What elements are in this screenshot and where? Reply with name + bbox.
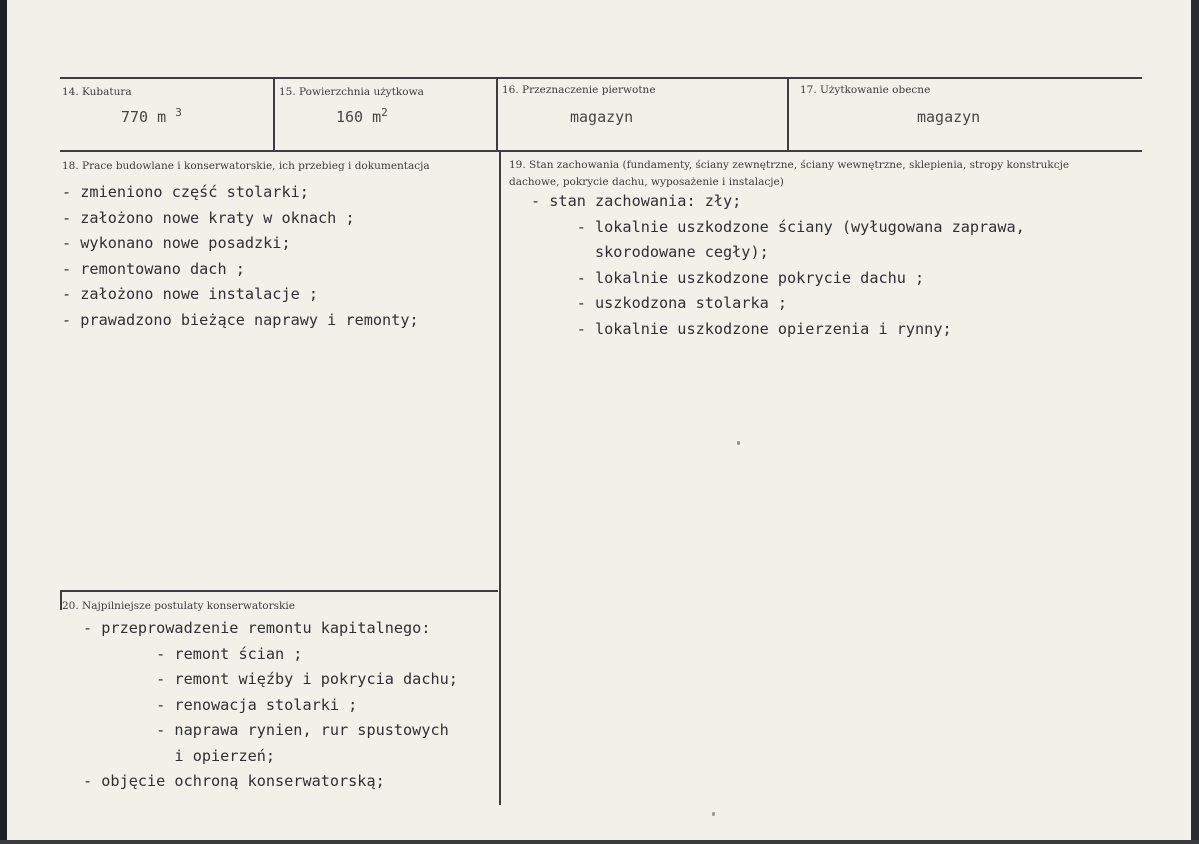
field-14-unit-exponent: 3 (175, 106, 182, 119)
section-20-rule (60, 590, 498, 592)
card-left-edge (0, 0, 7, 844)
section-18-label: 18. Prace budowlane i konserwatorskie, ich przebieg i dokumentacja (62, 160, 430, 172)
field-15-value (336, 106, 388, 126)
field-14-value (121, 106, 182, 126)
list-item: - założono nowe kraty w oknach ; (62, 208, 355, 227)
section-18-list (62, 180, 419, 333)
section-20-label: 20. Najpilniejsze postulaty konserwatorskie (62, 600, 295, 612)
top-row-top-rule (60, 77, 1142, 79)
list-item: - założono nowe instalacje ; (62, 285, 319, 303)
list-item: skorodowane cegły); (531, 243, 769, 261)
list-item: - remont więźby i pokrycia dachu; (83, 670, 458, 688)
field-15-number: 160 m (336, 108, 382, 126)
list-item: - prawadzono bieżące naprawy i remonty; (62, 310, 419, 329)
ink-speck (737, 441, 740, 445)
list-item: - naprawa rynien, rur spustowych (83, 721, 449, 739)
list-item: - remont ścian ; (83, 644, 303, 663)
card-right-edge (1191, 0, 1199, 844)
field-17-label: 17. Użytkowanie obecne (800, 84, 931, 96)
ink-speck (712, 812, 715, 816)
divider-14-15 (273, 77, 275, 150)
field-16-value: magazyn (570, 108, 634, 126)
section-19-label: 19. Stan zachowania (fundamenty, ściany zewnętrzne, ściany wewnętrzne, sklepienia, stropy konstrukcje dachowe, pokrycie dachu, wyposażenie i instalacje) (509, 159, 1070, 188)
divider-16-17 (787, 77, 789, 150)
list-item: - renowacja stolarki ; (83, 695, 358, 714)
list-item: - przeprowadzenie remontu kapitalnego: (83, 619, 431, 637)
main-column-divider (499, 150, 501, 805)
section-19-list (531, 189, 1025, 342)
field-14-number: 770 m (121, 108, 167, 126)
list-item: - stan zachowania: zły; (531, 192, 742, 210)
card-bottom-edge (0, 840, 1199, 844)
list-item: - objęcie ochroną konserwatorską; (83, 772, 385, 790)
list-item: - zmieniono część stolarki; (62, 183, 309, 201)
divider-15-16 (496, 77, 498, 150)
list-item: - uszkodzona stolarka ; (531, 294, 788, 312)
list-item: - wykonano nowe posadzki; (62, 234, 291, 252)
list-item: - lokalnie uszkodzone ściany (wyługowana zaprawa, (531, 217, 1025, 236)
field-17-value: magazyn (917, 108, 981, 126)
top-row-bottom-rule (60, 150, 1142, 152)
field-15-label: 15. Powierzchnia użytkowa (279, 86, 424, 98)
list-item: i opierzeń; (83, 746, 276, 765)
field-15-unit-exponent: 2 (381, 106, 388, 119)
section-20-list (83, 616, 458, 795)
list-item: - remontowano dach ; (62, 259, 245, 278)
list-item: - lokalnie uszkodzone pokrycie dachu ; (531, 268, 925, 287)
list-item: - lokalnie uszkodzone opierzenia i rynny; (531, 319, 952, 338)
field-14-label: 14. Kubatura (62, 86, 132, 98)
field-16-label: 16. Przeznaczenie pierwotne (502, 84, 656, 96)
